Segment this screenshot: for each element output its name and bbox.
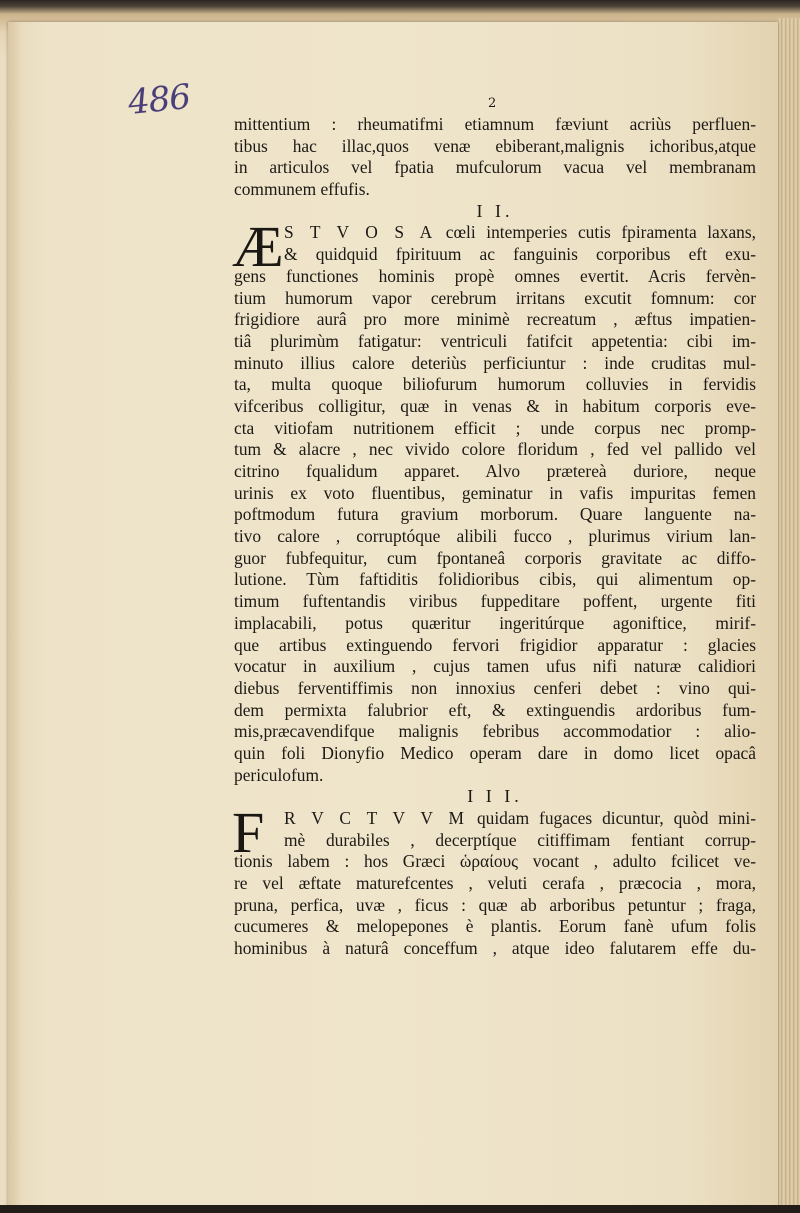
text-line: pruna, perfica, uvæ , ficus : quæ ab arboribus petuntur ; fraga,: [234, 894, 756, 915]
text-line: guor fubfequitur, cum fpontaneâ corporis gravitate ac diffo-: [234, 547, 756, 568]
section-heading-2: I I.: [476, 200, 514, 221]
text-line: in articulos vel fpatia mufculorum vacua vel membranam: [234, 157, 756, 178]
text-line: quin foli Dionyfio Medico operam dare in domo licet opacâ: [234, 742, 756, 763]
text-line: diebus ferventiffimis non innoxius cenferi debet : vino qui-: [234, 677, 756, 698]
drop-cap: Æ: [232, 214, 284, 280]
main-text-block: [234, 114, 756, 960]
drop-cap: F: [232, 800, 265, 865]
text-line: mis,præcavendifque malignis febribus accommodatior : alio-: [234, 721, 756, 742]
text-line: re vel æftate maturefcentes , veluti cerafa , præcocia , mora,: [234, 873, 756, 894]
text-line: & quidquid fpirituum ac fanguinis corporibus eft exu-: [284, 244, 756, 265]
text-line: [234, 222, 756, 244]
text-line: dem permixta falubrior eft, & extinguendis ardoribus fum-: [234, 699, 756, 720]
section-3-lines: [234, 851, 756, 959]
lead-word: S T V O S A: [284, 222, 436, 243]
text-line: minuto illius calore deteriùs perficiuntur : inde cruditas mul-: [234, 352, 756, 373]
text-line: tionis labem : hos Græci ὡραίους vocant , adulto fcilicet ve-: [234, 851, 756, 872]
section-heading-3: I I I.: [467, 786, 523, 807]
section-2-paragraph: [232, 214, 756, 786]
text-line: vocatur in auxilium , cujus tamen ufus nifi naturæ calidiori: [234, 656, 756, 677]
scan-bottom-border: [0, 1205, 800, 1213]
text-line: mè durabiles , decerptíque citiffimam fentiant corrup-: [284, 829, 756, 850]
text-line: que artibus extinguendo fervori frigidior apparatur : glacies: [234, 634, 756, 655]
lead-word: R V C T V V M: [284, 808, 468, 828]
text-line: ta, multa quoque biliofurum humorum colluvies in fervidis: [234, 374, 756, 395]
book-fore-edge: [778, 18, 800, 1213]
text-line: communem effufis.: [234, 179, 370, 200]
text-line: timum fuftentandis viribus fuppeditare poffent, urgente fiti: [234, 591, 756, 612]
text-line: periculofum.: [234, 764, 324, 785]
text-line: poftmodum futura gravium morborum. Quare languente na-: [234, 504, 756, 525]
text-line: tibus hac illac,quos venæ ebiberant,malignis ichoribus,atque: [234, 135, 756, 156]
text-line: implacabili, potus quæritur ingeritúrque agoniftice, mirif-: [234, 612, 756, 633]
text-line: cta vitiofam nutritionem efficit ; unde corpus nec promp-: [234, 417, 756, 438]
handwritten-folio-number: 486: [126, 76, 192, 124]
opening-paragraph: [234, 114, 756, 201]
text-line: tum & alacre , nec vivido colore floridum , fed vel pallido vel: [234, 439, 756, 460]
text-line: cucumeres & melopepones è plantis. Eorum fanè ufum folis: [234, 916, 756, 937]
text-line: hominibus à naturâ conceffum , atque ideo falutarem effe du-: [234, 938, 756, 959]
text-line: citrino fqualidum apparet. Alvo prætereà duriore, neque: [234, 461, 756, 481]
text-line: urinis ex voto fluentibus, geminatur in vafis impuritas femen: [234, 482, 756, 503]
section-2-lines: [234, 266, 756, 787]
text-line: vifceribus colligitur, quæ in venas & in habitum corporis eve-: [234, 395, 756, 416]
section-3-paragraph: [232, 800, 756, 960]
text-line: [234, 808, 756, 830]
text-line: tiâ plurimùm fatigatur: ventriculi fatifcit appetentia: cibi im-: [234, 330, 756, 351]
text-line: mittentium : rheumatifmi etiamnum fæviunt acriùs perfluen-: [234, 114, 756, 134]
text-line: gens functiones hominis propè omnes evertit. Acris fervèn-: [234, 265, 756, 286]
text-span: cœli intemperies cutis fpiramenta laxans,: [445, 222, 756, 243]
text-line: lutione. Tùm faftiditis folidioribus cibis, qui alimentum op-: [234, 569, 756, 590]
text-line: tivo calore , corruptóque alibili fucco , plurimus virium lan-: [234, 526, 756, 547]
text-span: quidam fugaces dicuntur, quòd mini-: [476, 808, 756, 828]
text-line: frigidiore aurâ pro more minimè recreatum , æftus impatien-: [234, 309, 756, 330]
text-line: tium humorum vapor cerebrum irritans excutit fomnum: cor: [234, 287, 756, 308]
signature-mark: 2: [488, 96, 497, 111]
